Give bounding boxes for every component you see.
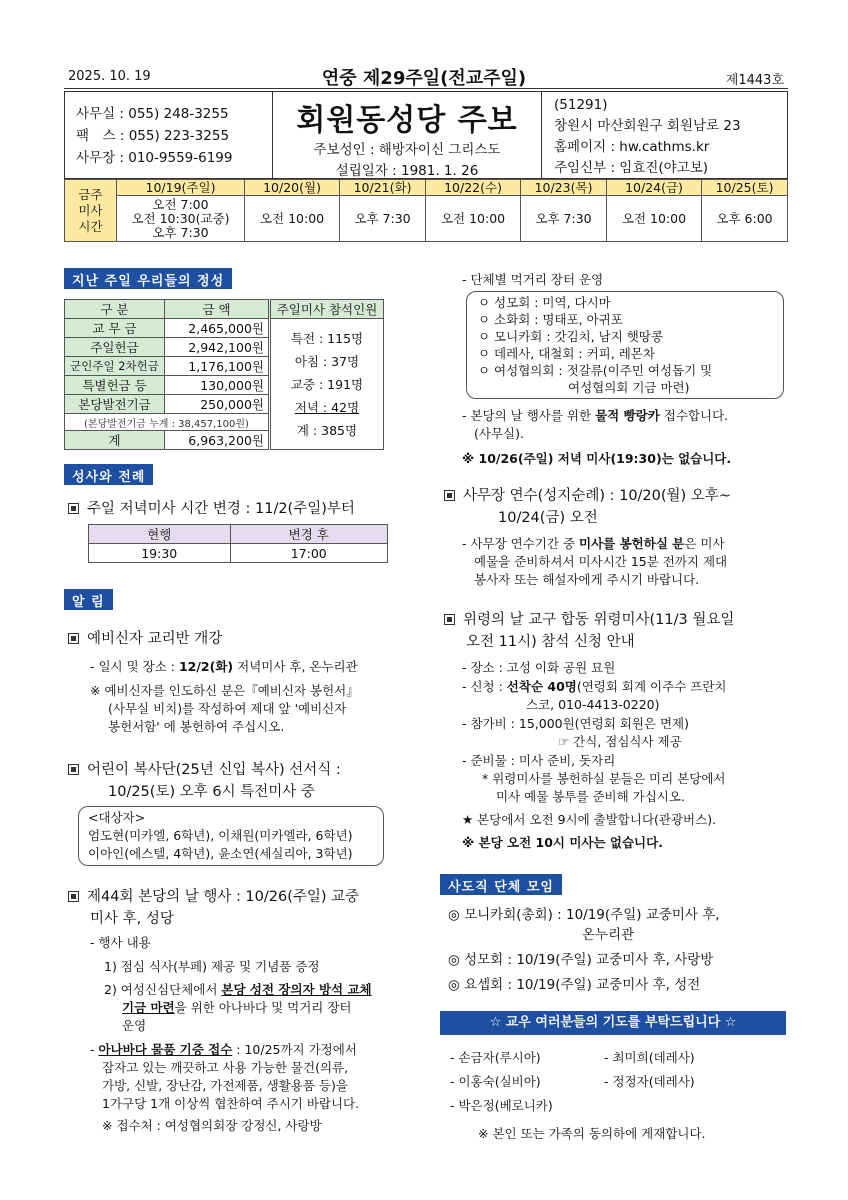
parish-day-place: 미사 후, 성당 [90,911,174,927]
no-morning-mass: ※ 본당 오전 10시 미사는 없습니다. [462,835,663,850]
secretary-training-title [444,484,731,508]
stall-item: 여성협의회 기금 마련) [568,380,690,395]
col-attendance: 주일미사 참석인원 [270,300,384,319]
pastor-name: 주임신부 : 임효진(야고보) [554,160,709,176]
attendance-item: 특전 : 115명 [290,330,364,346]
anabada-line-4: 1가구당 1개 이상씩 협찬하여 주시기 바랍니다. [102,1096,360,1111]
attendance-item: 교중 : 191명 [290,376,364,392]
mass-time: 오전 10:00 [425,196,520,242]
memorial-prep: - 준비물 : 미사 준비, 돗자리 [462,753,616,768]
memorial-meal: ☞ 간식, 점심식사 제공 [558,734,682,749]
text: 은 미사 [684,536,725,551]
attendance-total: 계 : 385명 [296,422,358,438]
fund-cumulative-note: (본당발전기금 누계 : 38,457,100원) [65,414,270,431]
mass-time: 오후 7:30 [521,196,607,242]
total-label: 계 [65,431,165,450]
square-bullet-icon [444,490,455,501]
market-title: - 단체별 먹거리 장터 운영 [462,272,604,287]
anabada-line-3: 가방, 신발, 장난감, 가전제품, 생활용품 등)을 [102,1078,348,1093]
anabada-contact: ※ 접수처 : 여성협의회장 강정신, 사랑방 [102,1118,322,1133]
secretary-note-1 [462,534,725,553]
item-text: 어린이 복사단(25년 신입 복사) 선서식 : [87,762,341,778]
offering-value: 130,000원 [165,376,270,395]
day-header: 10/24(금) [606,180,701,196]
offering-value: 2,942,100원 [165,338,270,357]
prayer-name: - 정정자(데레사) [604,1074,695,1089]
address-block [554,95,784,179]
mass-time: 오전 7:00 [152,196,209,212]
memorial-note-2: 미사 예물 봉투를 준비해 가십시오. [496,789,685,804]
altar-server-title [68,758,341,782]
anabada-line-2: 잠자고 있는 깨끗하고 사용 가능한 물건(의류, [102,1060,349,1075]
attendance-item: 저녁 : 42명 [294,399,360,415]
no-evening-mass: ※ 10/26(주일) 저녁 미사(19:30)는 없습니다. [462,451,732,466]
notice-heading: 알 림 [64,589,113,610]
sunday-times [117,196,245,242]
issue-number: 제1443호 [725,73,784,88]
altar-server-date: 10/25(토) 오후 6시 특전미사 중 [108,784,315,800]
memorial-contact: 스코, 010-4413-0220) [526,697,660,712]
event-item-2 [104,980,372,999]
mass-label: 금주 미사 시간 [65,180,117,242]
event-content-label: - 행사 내용 [90,935,151,950]
group-meeting-1: ◎ 모니카회(총회) : 10/19(주일) 교중미사 후, [448,907,720,923]
square-bullet-icon [68,503,79,514]
liturgy-heading: 성사와 전례 [64,464,153,485]
offering-label: 주일헌금 [65,338,165,357]
market-stall-list [478,294,712,396]
offering-label: 군인주일 2차헌금 [65,357,165,376]
changed-time: 17:00 [230,544,387,563]
stall-item: ㅇ 모니카회 : 갓김치, 남지 햇땅콩 [478,329,664,344]
offering-table [64,299,384,450]
offering-value: 2,465,000원 [165,319,270,338]
founded-date: 설립일자 : 1981. 1. 26 [335,163,479,179]
secretary-note-2: 예물을 준비하셔서 미사시간 15분 전까지 제대 [474,554,728,569]
day-header: 10/23(목) [521,180,607,196]
text-bold: 아나바다 물품 기증 접수 [98,1042,233,1057]
stall-item: ㅇ 데레사, 대철회 : 커피, 레몬차 [478,346,655,361]
col-category: 구 분 [65,300,165,319]
catechumen-note-1: ※ 예비신자를 인도하신 분은『예비신자 봉헌서』 [90,683,359,698]
text: - 신청 : [462,679,507,694]
mass-time: 오후 7:30 [340,196,426,242]
changed-label: 변경 후 [230,525,387,544]
mass-time: 오후 7:30 [152,224,209,240]
catechumen-note-2: (사무실 비치)를 작성하여 제대 앞 '예비신자 [108,701,347,716]
memorial-mass-time: 오전 11시) 참석 신청 안내 [466,634,635,650]
text: - 일시 및 장소 : [90,659,179,674]
text-bold: 미사를 봉헌하실 분 [579,536,685,551]
item-text: 사무장 연수(성지순례) : 10/20(월) 오후~ [463,488,731,504]
text: : 10/25까지 가정에서 [232,1042,357,1057]
offering-value: 1,176,100원 [165,357,270,376]
target-names-1: 엄도현(미카엘, 6학년), 이채원(미카엘라, 6학년) [88,828,353,843]
catechumen-schedule [90,657,358,676]
parish-name: 회원동성당 주보 [296,103,518,138]
contact-block [76,103,276,169]
item-text: 위령의 날 교구 합동 위령미사(11/3 월요일 [463,612,735,628]
item-text: 예비신자 교리반 개강 [87,631,223,647]
day-header: 10/22(수) [425,180,520,196]
text-bold: 본당 성전 장의자 방석 교체 [221,982,372,997]
group-meeting-3: ◎ 요셉회 : 10/19(주일) 교중미사 후, 성전 [448,977,701,993]
text: 을 위한 아나바다 및 먹거리 장터 [174,1000,352,1015]
chair-phone: 사무장 : 010-9559-6199 [76,150,233,166]
memorial-note-1: * 위령미사를 봉헌하실 분들은 미리 본당에서 [482,771,726,786]
catechumen-note-3: 봉헌서함' 에 봉헌하여 주십시오. [108,719,285,734]
memorial-mass-title [444,608,734,632]
offering-value: 250,000원 [165,395,270,414]
prayer-name: - 이홍숙(실비아) [450,1074,541,1089]
text-bold: 물적 빵랑카 [595,408,660,423]
stall-item: ㅇ 소화회 : 명태포, 아귀포 [478,312,623,327]
memorial-place: - 장소 : 고성 이화 공원 묘원 [462,660,616,675]
offering-label: 특별헌금 등 [65,376,165,395]
prayer-name: - 손금자(루시아) [450,1050,541,1065]
current-label: 현행 [89,525,231,544]
text: - 본당의 날 행사를 위한 [462,408,596,423]
mass-schedule-table [64,179,788,242]
offering-label: 본당발전기금 [65,395,165,414]
text-bold: 기금 마련 [122,1000,175,1015]
day-header: 10/21(화) [340,180,426,196]
text: - 사무장 연수기간 중 [462,536,580,551]
prayer-heading: ☆ 교우 여러분들의 기도를 부탁드립니다 ☆ [440,1011,786,1035]
homepage-link[interactable]: 홈페이지 : hw.cathms.kr [554,139,710,155]
bread-donation-line [462,406,728,425]
text: 2) 여성신심단체에서 [104,982,222,997]
prayer-consent-note: ※ 본인 또는 가족의 동의하에 게재합니다. [478,1126,706,1141]
text: (연령회 회계 이주수 프란치 [576,679,727,694]
group-meeting-2: ◎ 성모회 : 10/19(주일) 교중미사 후, 사랑방 [448,952,714,968]
memorial-apply [462,677,726,696]
top-divider [64,88,788,89]
day-header: 10/25(토) [702,180,788,196]
text-bold: 12/2(화) [178,659,234,674]
parish-block [272,91,542,179]
bulletin-date: 2025. 10. 19 [68,69,151,84]
prayer-name: - 박은정(베로니카) [450,1098,553,1113]
bus-departure: ★ 본당에서 오전 9시에 출발합니다(관광버스). [462,812,717,827]
text: 저녁미사 후, 온누리관 [233,659,358,674]
event-item-2-end: 운영 [122,1018,147,1033]
street-address: 창원시 마산회원구 회원남로 23 [554,118,741,134]
day-header: 10/20(월) [245,180,340,196]
patron-saint: 주보성인 : 해방자이신 그리스도 [313,142,501,158]
item-text: 제44회 본당의 날 행사 : 10/26(주일) 교중 [87,889,360,905]
attendance-cell [270,319,384,450]
attendance-item: 아침 : 37명 [294,353,360,369]
item-text: 주일 저녁미사 시간 변경 : 11/2(주일)부터 [87,501,355,517]
square-bullet-icon [68,633,79,644]
office-phone: 사무실 : 055) 248-3255 [76,106,229,122]
total-value: 6,963,200원 [165,431,270,450]
target-label: <대상자> [88,810,146,825]
day-header: 10/19(주일) [117,180,245,196]
event-item-1: 1) 점심 식사(부페) 제공 및 기념품 증정 [104,959,320,974]
zip-code: (51291) [554,97,608,113]
mass-time: 오후 6:00 [702,196,788,242]
secretary-note-3: 봉사자 또는 해설자에게 주시기 바랍니다. [474,572,700,587]
evening-mass-change [68,497,355,521]
square-bullet-icon [68,891,79,902]
mass-time: 오전 10:00 [245,196,340,242]
square-bullet-icon [444,614,455,625]
offering-heading: 지난 주일 우리들의 정성 [64,268,232,289]
current-time: 19:30 [89,544,231,563]
secretary-training-end: 10/24(금) 오전 [498,510,598,526]
parish-day-title [68,885,359,909]
text: 접수합니다. [659,408,729,423]
catechumen-title [68,627,222,651]
mass-time: 오전 10:00 [606,196,701,242]
group-meeting-1-place: 온누리관 [582,927,635,943]
target-names-2: 이아인(에스텔, 4학년), 윤소연(세실리아, 3학년) [88,846,353,861]
bread-donation-place: (사무실). [474,426,524,441]
anabada-line-1: - 아나바다 물품 기증 접수 : 10/25까지 가정에서 [90,1042,357,1057]
mass-change-table [88,524,388,563]
text-bold: 선착순 40명 [506,679,577,694]
col-amount: 금 액 [165,300,270,319]
stall-item: ㅇ 여성협의회 : 젓갈류(이주민 여성돕기 및 [478,363,713,378]
stall-item: ㅇ 성모회 : 미역, 다시마 [478,295,611,310]
square-bullet-icon [68,764,79,775]
memorial-fee: - 참가비 : 15,000원(연령회 회원은 면제) [462,716,689,731]
mass-time: 오전 10:30(교중) [131,210,230,226]
event-item-2-cont [122,998,352,1017]
groups-heading: 사도직 단체 모임 [440,874,562,895]
fax-number: 팩 스 : 055) 223-3255 [76,128,230,144]
liturgical-title: 연중 제29주일(전교주일) [321,68,527,89]
offering-label: 교 무 금 [65,319,165,338]
prayer-name: - 최미희(데레사) [604,1050,695,1065]
